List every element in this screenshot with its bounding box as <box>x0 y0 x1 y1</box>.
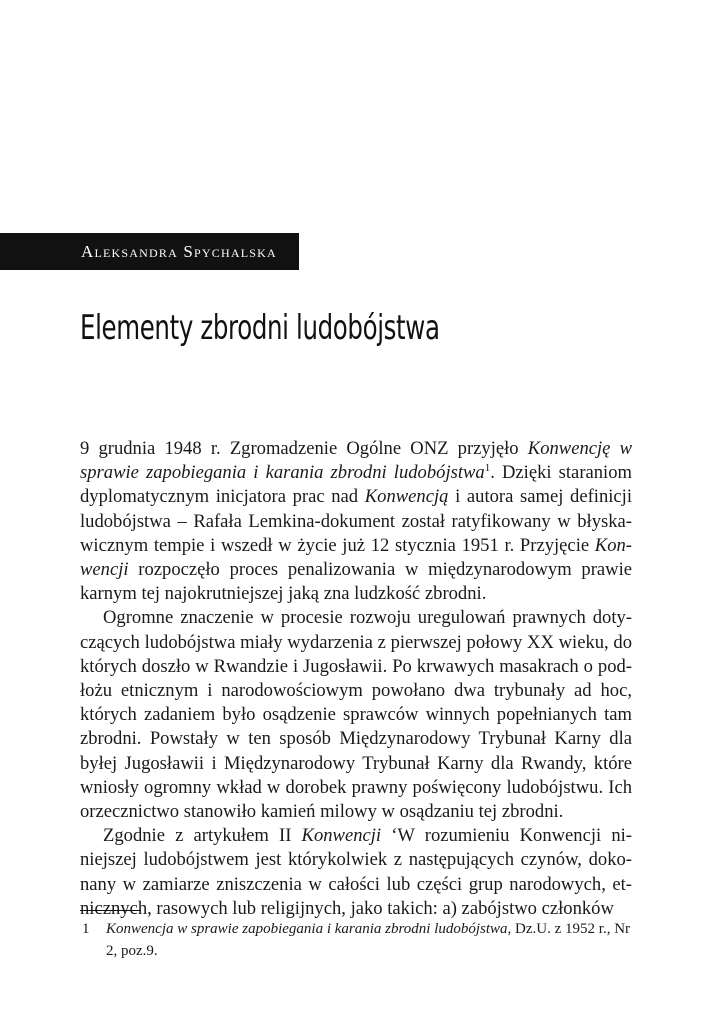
p1-text-e: i autora samej definicji ludobójstwa – Rafała Lemkina-dokument został ratyfikowany w błyskawicznym tempie i wszedł w życie już 12 stycznia 1951 r. Przyjęcie <box>80 486 632 556</box>
article-title: Elementy zbrodni ludobójstwa <box>80 308 440 348</box>
p3-text-c: ‘W rozumieniu Konwencji niniejszej ludobójstwem jest którykolwiek z następujących czynów, dokonany w zamiarze zniszczenia w całości lub części grup narodowych, etnicznych, rasowych lub religijnych, jako takich: a) zabójstwo członków <box>80 825 632 919</box>
footnote <box>80 918 632 962</box>
footnote-divider <box>80 910 141 911</box>
article-body <box>80 437 632 921</box>
p3-text-a: Zgodnie z artykułem II <box>103 825 302 847</box>
author-name: Aleksandra Spychalska <box>0 233 299 270</box>
p1-konwencja-italic: Konwencją <box>364 486 449 508</box>
p3-konwencji-italic: Konwencji <box>301 825 382 847</box>
p1-text-a: 9 grudnia 1948 r. Zgromadzenie Ogólne ONZ przyjęło <box>80 438 528 459</box>
footnote-italic: Konwencja w sprawie zapobiegania i karania zbrodni ludobójstwa <box>106 921 508 937</box>
footnote-ref[interactable]: 1 <box>484 462 491 475</box>
paragraph-1 <box>80 437 632 606</box>
p1-konwencji-italic: Konwencji <box>80 534 632 581</box>
p1-text-g: rozpoczęło proces penalizowania w międzynarodowym prawie karnym tej najokrutniejszej jaką zna ludzkość zbrodni. <box>80 559 632 605</box>
p1-text-c: . Dzięki staraniom dyplomatycznym inicjatora prac nad <box>80 462 632 508</box>
paragraph-2: Ogromne znaczenie w procesie rozwoju uregulowań prawnych dotyczących ludobójstwa miały wydarzenia z pierwszej połowy XX wieku, do których doszło w Rwandzie i Jugosławii. Po krwawych masakrach o podłożu etnicznym i narodowościowym powołano dwa trybunały ad hoc, których zadaniem było osądzenie sprawców winnych popełnianych tam zbrodni. Powstały w ten sposób Międzynarodowy Trybunał Karny dla byłej Jugosławii i Międzynarodowy Trybunał Karny dla Rwandy, które wniosły ogromny wkład w dorobek prawny poświęcony ludobójstwu. Ich orzecznictwo stanowiło kamień milowy w osądzaniu tej zbrodni. <box>80 607 632 823</box>
paragraph-3 <box>80 824 632 921</box>
footnote-rest: , Dz.U. z 1952 r., Nr 2, poz.9. <box>106 921 631 959</box>
p1-title-konwencja: Konwencję w sprawie zapobiegania i karania zbrodni ludobójstwa <box>80 438 632 484</box>
footnote-number: 1 <box>82 921 90 937</box>
footnote-body <box>106 918 632 962</box>
